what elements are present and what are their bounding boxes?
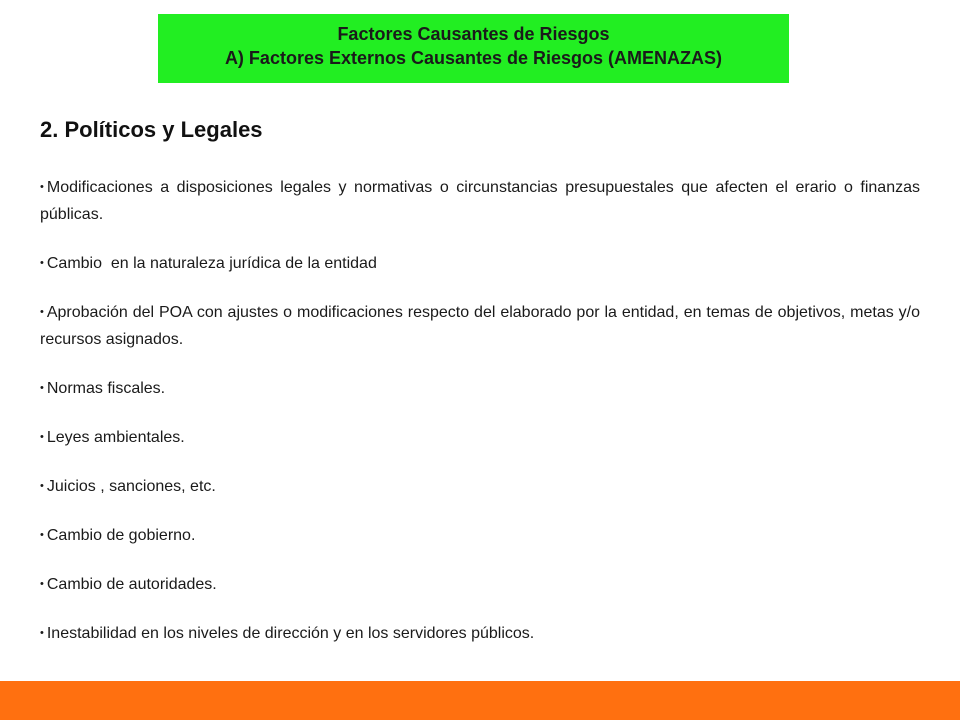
bullet-item bbox=[40, 571, 920, 598]
bullet-text: Cambio de autoridades. bbox=[46, 576, 217, 593]
bullet-icon: • bbox=[40, 578, 44, 590]
bullet-item bbox=[40, 424, 920, 451]
header-title: Factores Causantes de Riesgos bbox=[337, 24, 610, 44]
bullet-text: Normas fiscales. bbox=[46, 380, 166, 397]
bullet-text: Modificaciones a disposiciones legales y normativas o circunstancias presupuestales que afecten el erario o finanzas públicas. bbox=[40, 179, 920, 223]
bullet-list bbox=[40, 174, 920, 669]
bullet-icon: • bbox=[40, 181, 44, 193]
bullet-text: Inestabilidad en los niveles de dirección y en los servidores públicos. bbox=[46, 625, 535, 642]
footer-bar bbox=[0, 681, 960, 720]
bullet-icon: • bbox=[40, 480, 44, 492]
header-subtitle: A) Factores Externos Causantes de Riesgos (AMENAZAS) bbox=[224, 48, 723, 68]
slide-header-box bbox=[158, 14, 789, 83]
bullet-icon: • bbox=[40, 257, 44, 269]
bullet-item bbox=[40, 375, 920, 402]
bullet-text: Cambio en la naturaleza jurídica de la entidad bbox=[46, 255, 377, 272]
bullet-item bbox=[40, 174, 920, 228]
bullet-icon: • bbox=[40, 431, 44, 443]
bullet-icon: • bbox=[40, 627, 44, 639]
bullet-text: Cambio de gobierno. bbox=[46, 527, 196, 544]
bullet-icon: • bbox=[40, 529, 44, 541]
bullet-text: Juicios , sanciones, etc. bbox=[46, 478, 216, 495]
bullet-icon: • bbox=[40, 382, 44, 394]
bullet-text: Leyes ambientales. bbox=[46, 429, 185, 446]
bullet-item bbox=[40, 473, 920, 500]
bullet-item bbox=[40, 250, 920, 277]
section-title: 2. Políticos y Legales bbox=[40, 117, 263, 142]
bullet-icon: • bbox=[40, 306, 44, 318]
bullet-text: Aprobación del POA con ajustes o modificaciones respecto del elaborado por la entidad, en temas de objetivos, metas y/o recursos asignados. bbox=[40, 304, 920, 348]
bullet-item bbox=[40, 620, 920, 647]
bullet-item bbox=[40, 299, 920, 353]
bullet-item bbox=[40, 522, 920, 549]
